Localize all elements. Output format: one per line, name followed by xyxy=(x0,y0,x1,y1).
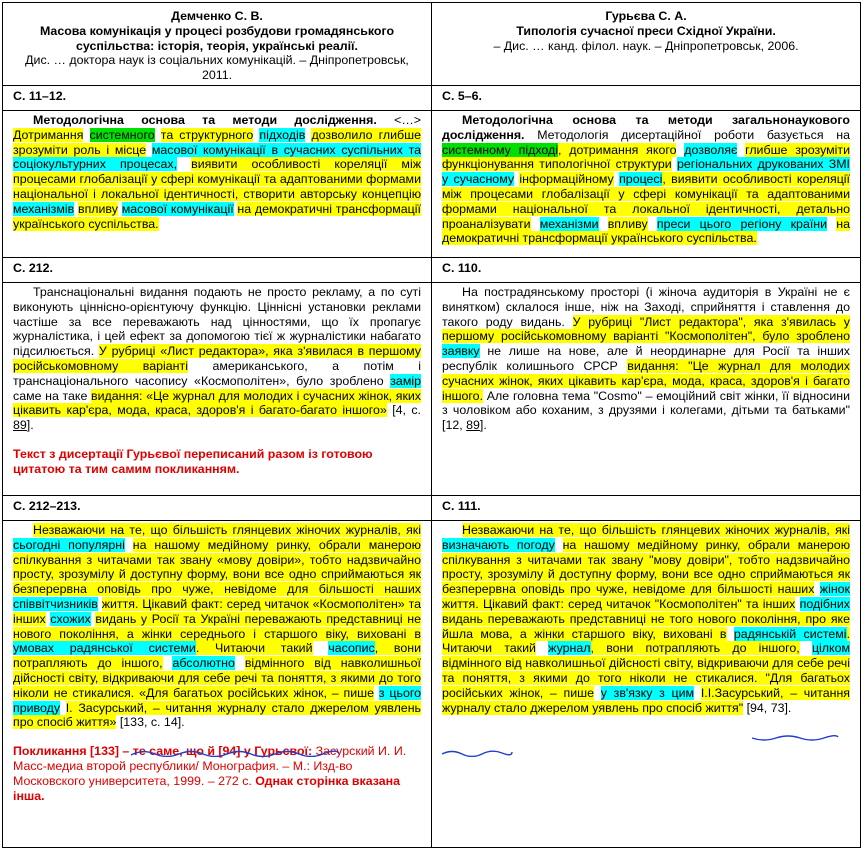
squiggle-underline-mark xyxy=(440,747,514,757)
excerpt-right xyxy=(432,282,861,495)
excerpt-row xyxy=(3,520,861,847)
meta-right: – Дис. … канд. філол. наук. – Дніпропетровськ, 2006. xyxy=(493,38,799,53)
page-ref-row xyxy=(3,495,861,520)
excerpt-left xyxy=(3,520,432,847)
page-ref-right: С. 110. xyxy=(432,257,861,282)
comparison-table xyxy=(2,2,861,848)
title-right: Типологія сучасної преси Східної України. xyxy=(516,23,776,38)
excerpt-text: Незважаючи на те, що більшість глянцевих жіночих журналів, які визначають погоду на нашому медійному ринку, обрали манерою спілкування з читачами так звану "мову довіри", тобто надзвичайно просту, зрозумілу й доступну форму, вони все одно сприймаються як безперервна оповідь про чуже, невідоме для більшості наших жінок життя. Цікавий факт: серед читачок "Космополітен" та інших подібних видань переважають представниці не того нового покоління, про яке йшла мова, а жінки старшого віку, виховані в радянській системі. Читаючи такий журнал, вони потрапляють до іншого, цілком відмінного від навколишньої дійсності світу, відкриваючи для себе речі та поняття, з якими до того ніколи не стикалися. "Для багатьох російських жінок, – пише у зв'язку з цим І.І.Засурський, – читання журналу стало джерелом уявлень про спосіб життя" [94, 73]. xyxy=(442,522,851,715)
page-ref-right: С. 5–6. xyxy=(432,85,861,110)
page-ref-right: С. 111. xyxy=(432,495,861,520)
note-text: Покликання [133] – те саме, що й [94] у Гурьєвої: Засурский И. И. Масс-медиа второй республики/ Монография. – М.: Изд-во Московского университета, 1999. – 272 с. Однак сторінка вказана інша. xyxy=(13,744,407,803)
author-left: Демченко С. В. xyxy=(171,9,263,23)
page-ref-row xyxy=(3,85,861,110)
title-left: Масова комунікація у процесі розбудови громадянського суспільства: історія, теорія, українські реалії. xyxy=(39,23,395,53)
source-left-header xyxy=(3,3,432,86)
excerpt-right xyxy=(432,110,861,257)
excerpt-text: Методологічна основа та методи загальнонаукового дослідження. Методологія дисертаційної роботи базується на системному підході, дотримання якого дозволяє глибше зрозуміти функціонування типологічної структури регіональних друкованих ЗМІ у сучасному інформаційному процесі, виявити особливості кореляції між процесами глобалізації у сфері комунікації та адаптованими формами національної та локальної ідентичності, детально проаналізувати механізми впливу преси цього регіону країни на демократичні трансформації українського суспільства. xyxy=(442,112,850,246)
page-ref-left: С. 212–213. xyxy=(3,495,432,520)
page-ref-left: С. 212. xyxy=(3,257,432,282)
page-ref-row xyxy=(3,257,861,282)
excerpt-text: Незважаючи на те, що більшість глянцевих жіночих журналів, які сьогодні популярні на нашому медійному ринку, обрали манерою спілкування з читачами так звану «мову довіри», тобто надзвичайно просту, зрозумілу й доступну форму, вони все одно сприймаються як безперервна оповідь про чуже, невідоме для більшості наших співвітчизників життя. Цікавий факт: серед читачок «Космополітен» та інших схожих видань у Росії та Україні переважають представниці не нового покоління, а жінки середнього і старшого віку, виховані в умовах радянської системи. Читаючи такий часопис, вони потрапляють до іншого, абсолютно відмінного від навколишньої дійсності світу, відкриваючи для себе речі та поняття, з якими до того ніколи не стикалися. «Для багатьох російських жінок, – пише з цього приводу І. Засурський, – читання журналу стало джерелом уявлень про спосіб життя» [133, с. 14]. xyxy=(13,522,422,730)
source-right-header xyxy=(432,3,861,86)
excerpt-text: На пострадянському просторі (і жіноча аудиторія в Україні не є винятком) склалося інше, ніж на Заході, сприйняття і ставлення до такого роду видань. У рубриці "Лист редактора", яка з'явилась у першому російськомовному варіанті "Космополітен", було зроблено заявку не лише на нове, але й неординарне для Росії та інших республік колишнього СРСР видання: "Це журнал для молодих сучасних жінок, яких цікавить кар'єра, мода, краса, здоров'я і багато іншого. Але головна тема "Cosmo" – емоційний світ жінки, її відносини з чоловіком або коханим, з друзями і колегами, дітьми та батьками" [12, 89]. xyxy=(442,284,850,433)
excerpt-row xyxy=(3,110,861,257)
squiggle-underline-mark xyxy=(750,733,840,743)
meta-left: Дис. … доктора наук із соціальних комунікацій. – Дніпропетровськ, 2011. xyxy=(25,53,409,83)
note-text: Текст з дисертації Гурьєвої переписаний разом із готовою цитатою та тим самим покликанням. xyxy=(13,446,373,476)
excerpt-left xyxy=(3,282,432,495)
header-row xyxy=(3,3,861,86)
page-ref-left: С. 11–12. xyxy=(3,85,432,110)
excerpt-right xyxy=(432,520,861,847)
excerpt-left xyxy=(3,110,432,257)
excerpt-text: Методологічна основа та методи дослідження. <…> Дотримання системного та структурного підходів дозволило глибше зрозуміти роль і місце масової комунікації в сучасних суспільних та соціокультурних процесах, виявити особливості кореляції між процесами глобалізації у сфері комунікації та адаптованими формами національної і локальної ідентичності, створити авторську концепцію механізмів впливу масової комунікації на демократичні трансформації українського суспільства. xyxy=(13,112,421,231)
excerpt-text: Транснаціональні видання подають не просто рекламу, а по суті виконують ціннісно-орієнтуючу функцію. Ціннісні установки реклами частіше за все переважають над цінностями, що їх пропагує журналістика, і цей ефект за допомогою тієї ж журналістики набагато підсилюється. У рубриці «Лист редактора», яка з'явилася в першому російськомовному варіанті американського, а потім і транснаціонального часопису «Космополітен», було зроблено замір саме на таке видання: «Це журнал для молодих і сучасних жінок, яких цікавить кар'єра, мода, краса, здоров'я і багато-багато іншого» [4, с. 89]. xyxy=(13,284,421,433)
squiggle-underline-mark xyxy=(129,749,341,757)
excerpt-row xyxy=(3,282,861,495)
author-right: Гурьєва С. А. xyxy=(605,9,687,23)
